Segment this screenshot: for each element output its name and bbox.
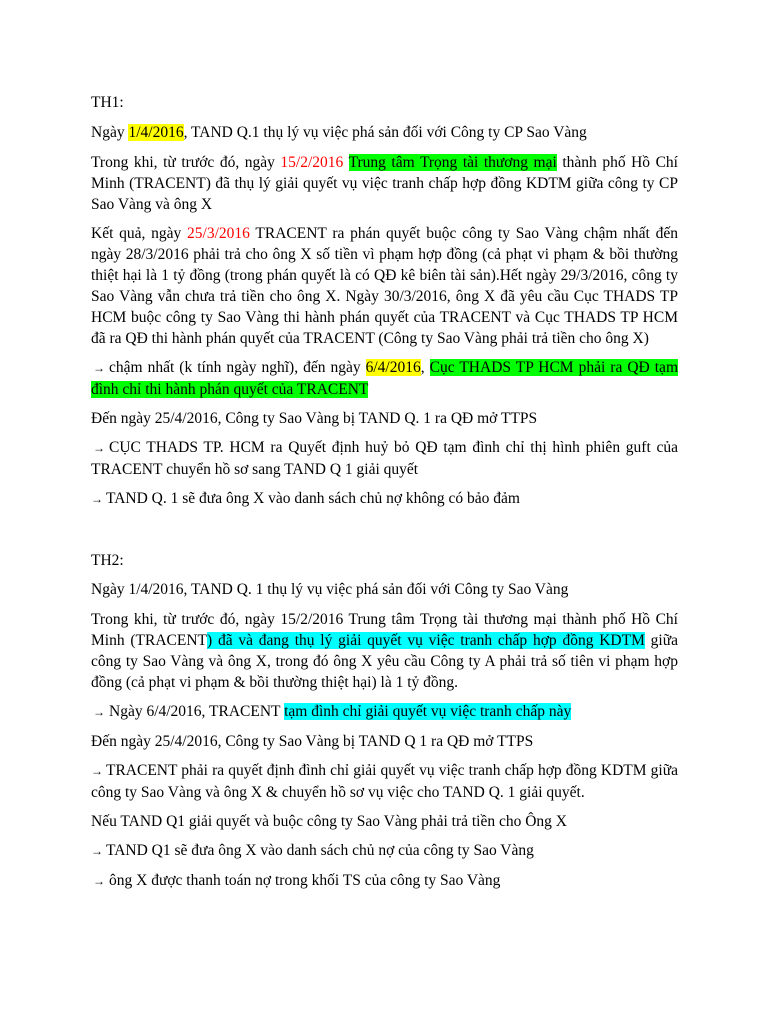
text: TRACENT ra phán quyết buộc công ty Sao Vàng chậm nhất đến ngày 28/3/2016 phải trả cho ông X số tiền vì phạm hợp đồng (cả phạt vi phạm & bồi thường thiệt hại là 1 tỷ đồng (trong phán quyết là có QĐ kê biên tài sản).Hết ngày 29/3/2016, công ty Sao Vàng vẫn chưa trả tiền cho ông X. Ngày 30/3/2016, ông X đã yêu cầu Cục THADS TP HCM buộc công ty Sao Vàng thi hành phán quyết của TRACENT và Cục THADS TP HCM đã ra QĐ thi hành phán quyết của TRACENT (Công ty Sao Vàng phải trả tiền cho ông X) [91, 225, 679, 347]
arrow-icon: → [93, 874, 105, 888]
th1-paragraph-2 [91, 152, 678, 215]
th2-paragraph-6: Nếu TAND Q1 giải quyết và buộc công ty Sao Vàng phải trả tiền cho Ông X [91, 813, 568, 830]
arrow-icon: → [91, 492, 103, 506]
highlighted-text: ) đã và đang thụ lý giải quyết vụ việc tranh chấp hợp đồng KDTM [207, 632, 645, 649]
text: Kết quả, ngày [91, 225, 188, 242]
arrow-icon: → [91, 764, 103, 778]
th2-paragraph-4: Đến ngày 25/4/2016, Công ty Sao Vàng bị TAND Q 1 ra QĐ mở TTPS [91, 733, 534, 750]
text: ông X được thanh toán nợ trong khối TS của công ty Sao Vàng [109, 872, 501, 889]
text: Trong khi, từ trước đó, ngày 15/2/2016 Trung tâm Trọng tài thương mại thành phố Hồ Chí Minh (TRACENT [91, 611, 678, 649]
th1-paragraph-3 [91, 223, 678, 349]
th2-paragraph-5 [91, 760, 678, 803]
th2-heading: TH2: [91, 552, 124, 569]
text: thành phố Hồ Chí Minh (TRACENT) đã thụ lý giải quyết vụ việc tranh chấp hợp đồng KDTM giữa công ty CP Sao Vàng và ông X [91, 154, 678, 213]
th1-heading: TH1: [91, 94, 124, 111]
highlighted-text: Trung tâm Trọng tài thương mại [348, 154, 557, 171]
th1-paragraph-5: Đến ngày 25/4/2016, Công ty Sao Vàng bị TAND Q. 1 ra QĐ mở TTPS [91, 410, 538, 427]
text: TRACENT phải ra quyết định đình chỉ giải quyết vụ việc tranh chấp hợp đồng KDTM giữa công ty Sao Vàng và ông X & chuyển hồ sơ vụ việc cho TAND Q. 1 giải quyết. [91, 762, 678, 801]
text: Ngày [91, 124, 129, 141]
th1-paragraph-6 [91, 437, 678, 480]
highlighted-text: Cục THADS TP HCM phải ra QĐ tạm đình chỉ thi hành phán quyết của TRACENT [91, 359, 678, 398]
document-body [91, 84, 678, 892]
text: Trong khi, từ trước đó, ngày [91, 154, 281, 171]
th2-paragraph-7 [91, 840, 678, 862]
th2-paragraph-1: Ngày 1/4/2016, TAND Q. 1 thụ lý vụ việc phá sản đối với Công ty Sao Vàng [91, 581, 569, 598]
text: TAND Q. 1 sẽ đưa ông X vào danh sách chủ nợ không có bảo đảm [106, 490, 520, 507]
th2-paragraph-2 [91, 609, 678, 693]
arrow-icon: → [93, 705, 105, 719]
red-date: 15/2/2016 [280, 154, 344, 171]
th1-paragraph-7 [91, 488, 678, 510]
arrow-icon: → [93, 361, 105, 375]
th2-paragraph-3 [91, 701, 678, 723]
text: Ngày 6/4/2016, TRACENT [109, 703, 285, 720]
text: , TAND Q.1 thụ lý vụ việc phá sản đối với Công ty CP Sao Vàng [183, 124, 587, 141]
text: TAND Q1 sẽ đưa ông X vào danh sách chủ nợ của công ty Sao Vàng [106, 842, 534, 859]
highlighted-date: 1/4/2016 [128, 124, 184, 141]
th1-paragraph-4 [91, 357, 678, 400]
text: chậm nhất (k tính ngày nghĩ), đến ngày [109, 359, 366, 376]
text: CỤC THADS TP. HCM ra Quyết định huỷ bỏ QĐ tạm đình chỉ thị hình phiên guft của TRACENT chuyển hồ sơ sang TAND Q 1 giải quyết [91, 439, 678, 478]
text: giữa công ty Sao Vàng và ông X, trong đó ông X yêu cầu Công ty A phải trả số tiên vi phạm hợp đồng (cả phạt vi phạm & bồi thường thiệt hại) là 1 tỷ đồng. [91, 632, 678, 691]
highlighted-text: tạm đình chỉ giải quyết vụ việc tranh chấp này [284, 703, 572, 720]
highlighted-date: 6/4/2016 [365, 359, 421, 376]
th1-paragraph-1 [91, 122, 678, 143]
text: , [420, 359, 430, 376]
arrow-icon: → [93, 441, 105, 455]
red-date: 25/3/2016 [187, 225, 250, 242]
th2-paragraph-8 [91, 870, 678, 892]
arrow-icon: → [91, 844, 103, 858]
